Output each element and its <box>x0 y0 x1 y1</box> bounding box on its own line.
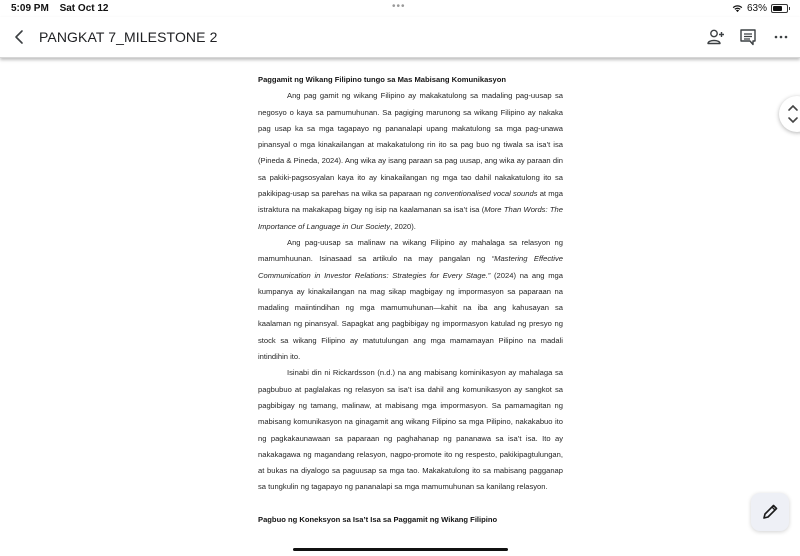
paragraph-1: Ang pag gamit ng wikang Filipino ay makakatulong sa madaling pag-uusap sa negosyo o kaya sa pamumuhunan. Sa pagiging marunong sa wikang Filipino ay nakaka pag usap ka sa mga tagapayo ng pananalapi upang makatulong sa mga pag-unawa pinansyal o mga kinakailangan at makakatulong rin ito sa pag buo ng tiwala sa isa’t isa (Pineda & Pineda, 2024). Ang wika ay isang paraan sa pag uusap, ang wika ay paraan din sa pakiki-pagsosyalan kaya ito ay kinakailangan ng mga tao dahil nakakatulong ito sa pakikipag-usap sa parehas na wika sa paparaan ng conventionalised vocal sounds at mga istraktura na makakapag bigay ng isip na kaalamanan sa isa’t isa (More Than Words: The Importance of Language in Our Society, 2020). <box>258 91 563 231</box>
page-scroll-button[interactable] <box>779 96 800 132</box>
app-bar <box>0 17 800 58</box>
multitasking-dots-icon[interactable]: ••• <box>392 1 406 12</box>
status-bar <box>0 0 800 16</box>
add-person-icon <box>705 26 727 48</box>
comments-button[interactable] <box>737 26 759 48</box>
back-icon <box>12 26 28 48</box>
edit-button[interactable] <box>751 493 789 531</box>
pencil-icon <box>751 493 789 531</box>
more-icon <box>770 26 792 48</box>
back-button[interactable] <box>12 26 28 48</box>
document-body <box>258 72 563 528</box>
wifi-icon <box>732 4 743 13</box>
paragraph-2: Ang pag-uusap sa malinaw na wikang Filipino ay mahalaga sa relasyon ng mamumhuunan. Isinasaad sa artikulo na may pangalan ng “Mastering Effective Communication in Investor Relations: Strategies for Every Stage.” (2024) na ang mga kumpanya ay kinakailangan na mag sikap magbigay ng impormasyon sa paparaan na madaling maiintindihan ng mga mamumuhunan—kahit na iba ang kahusayan sa kaalaman ng pinansyal. Sapagkat ang pagbibigay ng impormasyon katulad ng presyo ng stock sa wikang Filipino ay matutulungan ang mga mamamayan Pilipino na madali intindihin ito. <box>258 237 564 362</box>
share-button[interactable] <box>705 26 727 48</box>
text-selection-bar <box>293 548 508 551</box>
document-title: PANGKAT 7_MILESTONE 2 <box>39 29 218 45</box>
battery-percent: 63% <box>746 3 767 14</box>
comment-icon <box>737 26 759 48</box>
paragraph-3: Isinabi din ni Rickardsson (n.d.) na ang mabisang kominikasyon ay mahalaga sa pagbubuo at paglalakas ng relasyon sa isa’t isa dahil ang komunikasyon ay sangkot sa pagbibigay ng tamang, malinaw, at mabisang mga impormasyon. Sa pamamagitan ng mabisang komunikasyon na ginagamit ang wikang Filipino sa mga Pilipino, nakakabuo ito ng pagkakaunawaan sa paparaan ng paghahanap ng pananawa sa isa’t isa. Ito ay nakakagawa ng magandang relasyon, nagpo-promote ito ng respesto, pakikipagtulungan, at bukas na diyalogo sa paguusap sa mga tao. Makakatulong ito sa mabisang pagganap sa tungkulin ng tagapayo ng pananalapi sa mga mamumuhunan sa kanilang relasyon. <box>258 368 563 492</box>
status-time: 5:09 PM <box>11 3 49 14</box>
chevron-up-down-icon <box>779 96 800 132</box>
status-time-date <box>11 3 117 14</box>
section-heading-2: Pagbuo ng Koneksyon sa Isa’t Isa sa Paggamit ng Wikang Filipino <box>258 514 498 524</box>
section-heading-1: Paggamit ng Wikang Filipino tungo sa Mas Mabisang Komunikasyon <box>258 75 507 84</box>
battery-icon <box>771 4 788 13</box>
status-indicators <box>732 3 788 14</box>
document-page[interactable] <box>0 58 800 556</box>
status-date: Sat Oct 12 <box>59 3 109 14</box>
more-options-button[interactable] <box>770 26 792 48</box>
